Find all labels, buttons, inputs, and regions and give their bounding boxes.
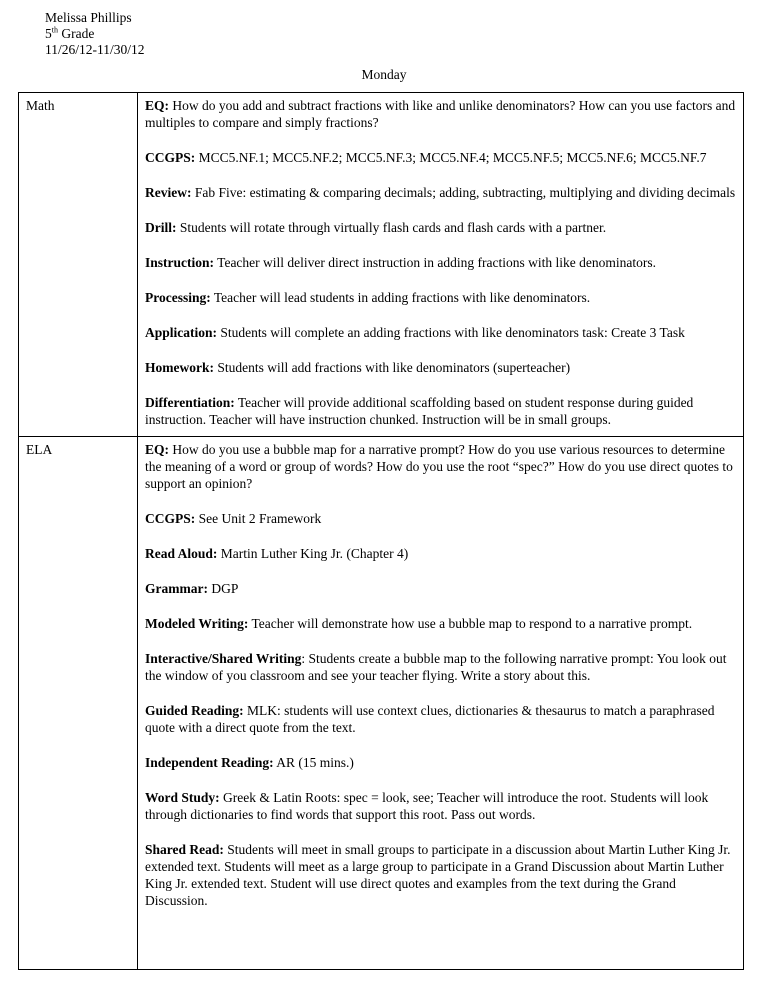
subject-cell: ELA bbox=[19, 437, 138, 970]
ela-plan-item bbox=[145, 545, 737, 562]
ela-row bbox=[19, 437, 744, 970]
item-text: Martin Luther King Jr. (Chapter 4) bbox=[217, 546, 409, 561]
item-text: Teacher will lead students in adding fractions with like denominators. bbox=[210, 290, 591, 305]
item-label: Processing: bbox=[145, 290, 211, 305]
item-text: Teacher will deliver direct instruction in adding fractions with like denominators. bbox=[214, 255, 656, 270]
item-text: Greek & Latin Roots: spec = look, see; Teacher will introduce the root. Students will look through dictionaries to find words that support this root. Pass out words. bbox=[145, 790, 709, 822]
ela-plan-item bbox=[145, 702, 737, 736]
item-label: EQ: bbox=[145, 98, 170, 113]
item-label: Review: bbox=[145, 185, 192, 200]
item-text: MCC5.NF.1; MCC5.NF.2; MCC5.NF.3; MCC5.NF.4; MCC5.NF.5; MCC5.NF.6; MCC5.NF.7 bbox=[195, 150, 707, 165]
ela-plan-item bbox=[145, 789, 737, 823]
item-label: Instruction: bbox=[145, 255, 215, 270]
math-plan-item bbox=[145, 219, 737, 236]
ela-content-cell bbox=[138, 437, 744, 970]
date-range: 11/26/12-11/30/12 bbox=[45, 42, 145, 57]
document-header bbox=[45, 10, 145, 58]
ela-plan-item bbox=[145, 510, 737, 527]
item-label: Differentiation: bbox=[145, 395, 235, 410]
math-plan-item bbox=[145, 184, 737, 201]
ela-plan-item bbox=[145, 580, 737, 597]
grade-level: 5th Grade bbox=[45, 25, 95, 41]
item-text: Students will rotate through virtually flash cards and flash cards with a partner. bbox=[176, 220, 607, 235]
item-text: Students will add fractions with like denominators (superteacher) bbox=[213, 360, 571, 375]
item-text: How do you add and subtract fractions with like and unlike denominators? How can you use factors and multiples to compare and simply fractions? bbox=[145, 98, 736, 130]
item-text: AR (15 mins.) bbox=[273, 755, 354, 770]
lesson-plan-table bbox=[18, 92, 744, 970]
teacher-name: Melissa Phillips bbox=[45, 10, 132, 25]
item-text: See Unit 2 Framework bbox=[195, 511, 322, 526]
ela-plan-item bbox=[145, 615, 737, 632]
item-label: CCGPS: bbox=[145, 150, 196, 165]
item-label: Read Aloud: bbox=[145, 546, 218, 561]
item-text: Students will meet in small groups to participate in a discussion about Martin Luther King Jr. extended text. Students will meet as a large group to participate in a Grand Discussion about Martin Luther King Jr. extended text. Student will use direct quotes and examples from the text during the Grand Discussion. bbox=[145, 842, 731, 908]
item-text: Teacher will provide additional scaffolding based on student response during guided instruction. Teacher will have instruction chunked. Instruction will be in small groups. bbox=[145, 395, 694, 427]
item-text: Students will complete an adding fractions with like denominators task: Create 3 Task bbox=[217, 325, 685, 340]
item-label: Independent Reading: bbox=[145, 755, 274, 770]
item-label: Application: bbox=[145, 325, 218, 340]
math-plan-item bbox=[145, 324, 737, 341]
item-label: EQ: bbox=[145, 442, 170, 457]
math-plan-item bbox=[145, 394, 737, 428]
item-label: Word Study: bbox=[145, 790, 220, 805]
item-text: How do you use a bubble map for a narrative prompt? How do you use various resources to determine the meaning of a word or group of words? How do you use the root “spec?” How do you use direct quotes to support an opinion? bbox=[145, 442, 733, 491]
item-label: Drill: bbox=[145, 220, 177, 235]
item-label: CCGPS: bbox=[145, 511, 196, 526]
item-label: Modeled Writing: bbox=[145, 616, 249, 631]
subject-cell: Math bbox=[19, 93, 138, 437]
math-plan-item bbox=[145, 289, 737, 306]
item-text: Teacher will demonstrate how use a bubble map to respond to a narrative prompt. bbox=[248, 616, 693, 631]
item-label: Guided Reading: bbox=[145, 703, 244, 718]
item-text: MLK: students will use context clues, dictionaries & thesaurus to match a paraphrased quote with a direct quote from the text. bbox=[145, 703, 715, 735]
ela-plan-item bbox=[145, 441, 737, 492]
math-content-cell bbox=[138, 93, 744, 437]
item-label: Homework: bbox=[145, 360, 214, 375]
math-plan-item bbox=[145, 149, 737, 166]
ela-plan-item bbox=[145, 754, 737, 771]
day-title: Monday bbox=[361, 67, 407, 82]
ela-plan-item bbox=[145, 841, 737, 909]
item-text: : Students create a bubble map to the following narrative prompt: You look out the window of you classroom and see your teacher flying. Write a story about this. bbox=[145, 651, 727, 683]
item-label: Shared Read: bbox=[145, 842, 224, 857]
ela-plan-item bbox=[145, 650, 737, 684]
item-text: DGP bbox=[207, 581, 239, 596]
math-plan-item bbox=[145, 254, 737, 271]
item-label: Grammar: bbox=[145, 581, 208, 596]
math-plan-item bbox=[145, 97, 737, 131]
item-text: Fab Five: estimating & comparing decimals; adding, subtracting, multiplying and dividing decimals bbox=[191, 185, 736, 200]
math-row bbox=[19, 93, 744, 437]
math-plan-item bbox=[145, 359, 737, 376]
item-label: Interactive/Shared Writing bbox=[145, 651, 302, 666]
